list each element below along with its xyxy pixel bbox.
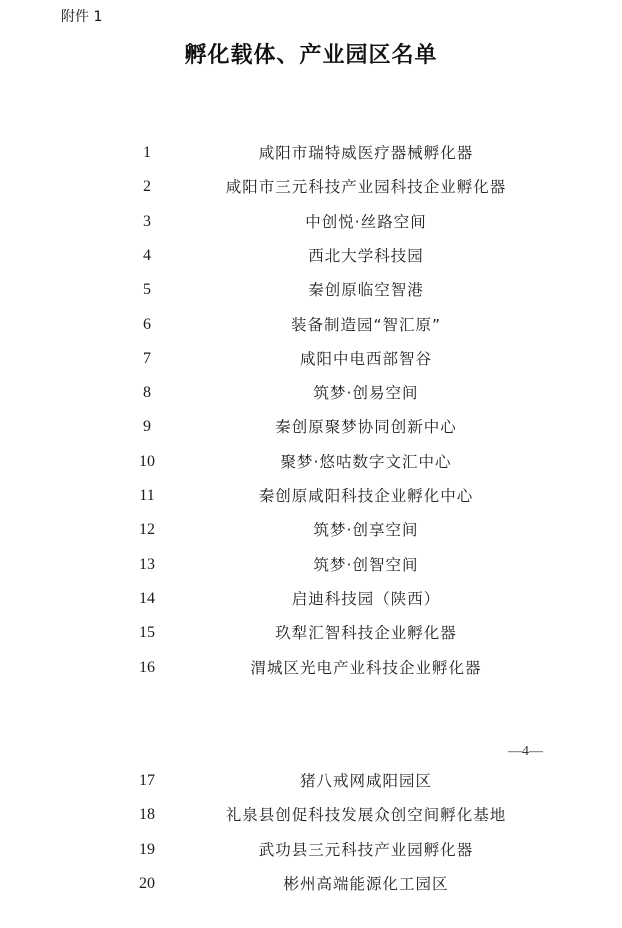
item-name: 筑梦·创智空间 [313,555,419,574]
page-number: —4— [508,744,543,759]
item-name: 筑梦·创享空间 [313,521,419,540]
list-item [0,802,622,828]
item-name: 猪八戒网咸阳园区 [299,772,432,790]
list-item [0,346,622,372]
item-name: 武功县三元科技产业园孵化器 [258,840,474,859]
item-number: 6 [143,315,151,333]
item-number: 16 [139,658,155,676]
list-item [0,552,622,578]
item-number: 7 [143,349,151,367]
item-number: 3 [143,212,151,230]
item-name: 秦创原临空智港 [308,281,424,300]
item-name: 聚梦·悠咕数字文汇中心 [280,452,452,471]
item-name: 彬州高端能源化工园区 [283,874,449,893]
list-item [0,174,622,200]
list-item [0,620,622,646]
item-name: 咸阳中电西部智谷 [299,349,432,368]
list-item [0,871,622,897]
item-number: 10 [139,452,155,470]
list-item [0,380,622,406]
item-number: 2 [143,178,151,196]
item-number: 17 [139,772,155,789]
list-item [0,140,622,166]
item-name: 装备制造园“智汇原” [290,315,442,334]
attachment-label: 附件 1 [61,9,103,25]
list-item [0,517,622,543]
item-number: 1 [143,144,151,161]
document-title: 孵化载体、产业园区名单 [184,42,438,68]
item-name: 秦创原聚梦协同创新中心 [275,418,457,437]
item-name: 西北大学科技园 [308,246,424,265]
list-item [0,483,622,509]
item-name: 咸阳市瑞特威医疗器械孵化器 [258,144,474,162]
list-item [0,768,622,794]
item-name: 秦创原咸阳科技企业孵化中心 [258,487,474,505]
list-item [0,837,622,863]
item-number: 4 [143,246,151,264]
item-number: 13 [139,555,155,573]
item-name: 启迪科技园（陕西） [291,589,441,608]
list-item [0,312,622,338]
item-name: 中创悦·丝路空间 [305,212,427,231]
item-name: 礼泉县创促科技发展众创空间孵化基地 [225,806,507,825]
item-name: 渭城区光电产业科技企业孵化器 [250,658,482,677]
list-item [0,277,622,303]
list-item [0,655,622,681]
item-number: 9 [143,418,151,436]
item-number: 18 [139,806,155,824]
list-item [0,209,622,235]
item-number: 11 [139,487,155,504]
item-name: 咸阳市三元科技产业园科技企业孵化器 [225,178,507,197]
item-number: 15 [139,624,155,642]
item-number: 14 [139,589,155,607]
list-item [0,243,622,269]
item-number: 5 [143,281,151,299]
list-item [0,449,622,475]
item-number: 8 [143,384,151,402]
list-item [0,586,622,612]
item-number: 20 [139,874,155,892]
item-number: 19 [139,840,155,858]
item-number: 12 [139,521,155,539]
item-name: 玖犁汇智科技企业孵化器 [275,624,457,643]
list-item [0,414,622,440]
item-name: 筑梦·创易空间 [313,384,419,403]
